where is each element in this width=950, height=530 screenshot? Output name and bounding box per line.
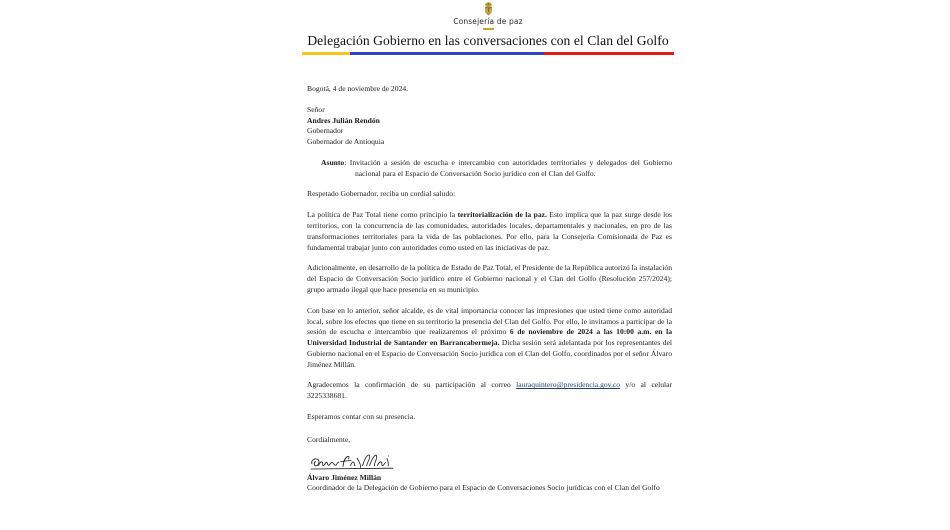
addressee-name: Andres Julián Rendón — [307, 115, 380, 125]
tricolor-blue — [350, 52, 543, 55]
consejeria-logo — [302, 2, 674, 30]
tricolor-yellow — [302, 52, 350, 55]
letter-body — [307, 84, 672, 494]
letterhead-title: Delegación Gobierno en las conversaciones con el Clan del Golfo — [307, 32, 669, 48]
logo-underline — [483, 28, 494, 30]
addressee-block — [307, 105, 672, 148]
p3-bold: 6 de noviembre de 2024 a las 10:00 a.m. en la Universidad Industrial de Santander en Barrancabermeja. — [307, 327, 673, 348]
logo-label: Consejería de paz — [453, 17, 523, 26]
date-line: Bogotá, 4 de noviembre de 2024. — [307, 84, 409, 93]
handwritten-signature-icon — [309, 452, 405, 473]
p1-text-a: La política de Paz Total tiene como principio la — [307, 210, 458, 220]
paragraph-1 — [307, 210, 672, 253]
addressee-office: Gobernador de Antioquia — [307, 137, 385, 147]
subject-label: Asunto — [321, 157, 345, 167]
subject-text: : Invitación a sesión de escucha e intercambio con autoridades territoriales y delegados del Gobierno nacional para el Espacio de Conversación Socio jurídico con el Clan del Golfo. — [344, 157, 672, 178]
p4-text-b: y/o al celular 3225338681. — [307, 380, 673, 401]
paragraph-2: Adicionalmente, en desarrollo de la política de Estado de Paz Total, el Presidente de la República autorizó la instalación del Espacio de Conversación Socio jurídico entre el Gobierno nacional y el Clan del Golfo (Resolución 257/2024); grupo armado ilegal que hace presencia en su municipio. — [307, 263, 672, 294]
paragraph-3 — [307, 306, 672, 371]
addressee-title: Señor — [307, 104, 325, 114]
p1-text-b: Esto implica que la paz surge desde los territorios, con la concurrencia de las comunidades, autoridades locales, departamentales y nacionales, en pro de las transformaciones territoriales para la vida de las poblaciones. Por ello, para la Consejería Comisionada de Paz es fundamental trabajar junto con autoridades como usted en las iniciativas de paz. — [307, 210, 672, 252]
greeting-line: Respetado Gobernador, reciba un cordial saludo: — [307, 189, 456, 199]
tricolor-red — [544, 52, 674, 55]
closing-line: Cordialmente, — [307, 434, 351, 444]
contact-email-link[interactable]: lauraquintero@presidencia.gov.co — [516, 380, 621, 390]
p3-text-a: Con base en lo anterior, señor alcalde, es de vital importancia conocer las impresiones que usted tiene como autoridad local, sobre los efectos que tiene en su territorio la presencia del Clan del Golfo. Por ello, le invitamos a participar de la sesión de escucha e intercambio que realizaremos el próximo — [307, 305, 672, 337]
paragraph-4 — [307, 380, 672, 402]
p1-bold: territorialización de la paz. — [457, 210, 547, 220]
paragraph-5: Esperamos contar con su presencia. — [307, 411, 416, 421]
p4-text-a: Agradecemos la confirmación de su participación al correo — [307, 380, 517, 390]
addressee-role: Gobernador — [307, 126, 344, 136]
signer-role: Coordinador de la Delegación de Gobierno para el Espacio de Conversaciones Socio jurídicas con el Clan del Golfo — [307, 483, 660, 493]
tricolor-bar — [302, 52, 674, 55]
letterhead — [302, 2, 674, 55]
subject-block — [307, 158, 672, 180]
p3-text-b: Dicha sesión será adelantada por los representantes del Gobierno nacional en el Espacio de Conversación Socio jurídica con el Clan del Golfo, coordinados por el señor Álvaro Jiménez Millán. — [307, 338, 672, 369]
colombia-emblem-icon — [482, 2, 495, 17]
signer-name: Álvaro Jiménez Millán — [307, 472, 382, 482]
signature-block — [307, 452, 672, 495]
